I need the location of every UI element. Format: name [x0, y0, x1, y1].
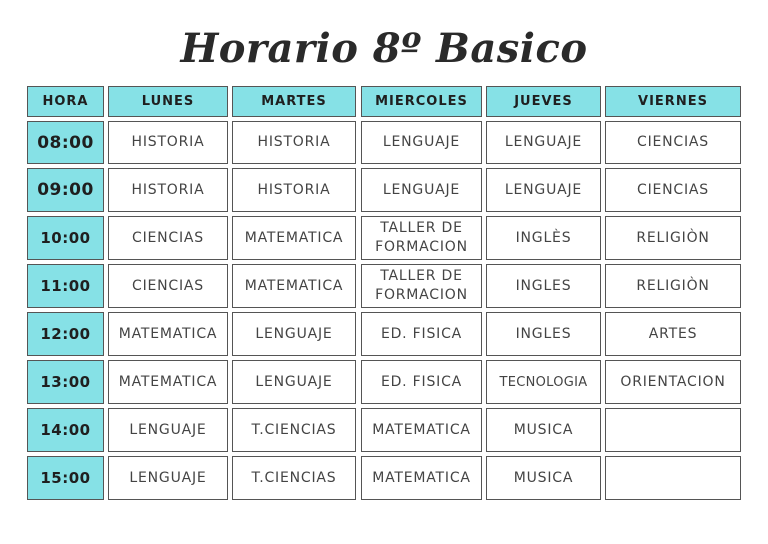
- subject-cell: T.CIENCIAS: [232, 456, 356, 500]
- subject-cell: ORIENTACION: [605, 360, 741, 404]
- time-cell: 09:00: [27, 168, 104, 212]
- subject-cell: LENGUAJE: [108, 456, 228, 500]
- header-miercoles: MIERCOLES: [361, 86, 482, 117]
- time-cell: 12:00: [27, 312, 104, 356]
- subject-cell: T.CIENCIAS: [232, 408, 356, 452]
- subject-cell: LENGUAJE: [232, 312, 356, 356]
- time-cell: 15:00: [27, 456, 104, 500]
- subject-cell: [605, 408, 741, 452]
- subject-cell: LENGUAJE: [486, 121, 601, 164]
- subject-cell: LENGUAJE: [361, 121, 482, 164]
- subject-cell: MUSICA: [486, 456, 601, 500]
- subject-cell: MATEMATICA: [232, 216, 356, 260]
- time-cell: 08:00: [27, 121, 104, 164]
- subject-cell: INGLÈS: [486, 216, 601, 260]
- subject-cell: RELIGIÒN: [605, 264, 741, 308]
- subject-cell: LENGUAJE: [232, 360, 356, 404]
- subject-cell: LENGUAJE: [361, 168, 482, 212]
- time-cell: 11:00: [27, 264, 104, 308]
- subject-cell: MATEMATICA: [108, 360, 228, 404]
- subject-cell: LENGUAJE: [108, 408, 228, 452]
- subject-cell: HISTORIA: [232, 121, 356, 164]
- header-hora: HORA: [27, 86, 104, 117]
- subject-cell: ED. FISICA: [361, 360, 482, 404]
- subject-cell: TALLER DE FORMACION: [361, 216, 482, 260]
- subject-cell: TECNOLOGIA: [486, 360, 601, 404]
- subject-cell: ARTES: [605, 312, 741, 356]
- subject-cell: TALLER DE FORMACION: [361, 264, 482, 308]
- subject-cell: CIENCIAS: [605, 168, 741, 212]
- subject-cell: MATEMATICA: [361, 456, 482, 500]
- header-viernes: VIERNES: [605, 86, 741, 117]
- subject-cell: MATEMATICA: [232, 264, 356, 308]
- subject-cell: INGLES: [486, 264, 601, 308]
- time-cell: 13:00: [27, 360, 104, 404]
- time-cell: 10:00: [27, 216, 104, 260]
- subject-cell: CIENCIAS: [108, 216, 228, 260]
- subject-cell: ED. FISICA: [361, 312, 482, 356]
- subject-cell: LENGUAJE: [486, 168, 601, 212]
- page-title: Horario 8º Basico: [180, 25, 588, 72]
- subject-cell: CIENCIAS: [108, 264, 228, 308]
- subject-cell: MATEMATICA: [108, 312, 228, 356]
- subject-cell: CIENCIAS: [605, 121, 741, 164]
- subject-cell: [605, 456, 741, 500]
- subject-cell: MUSICA: [486, 408, 601, 452]
- subject-cell: INGLES: [486, 312, 601, 356]
- subject-cell: HISTORIA: [108, 168, 228, 212]
- time-cell: 14:00: [27, 408, 104, 452]
- subject-cell: HISTORIA: [108, 121, 228, 164]
- subject-cell: HISTORIA: [232, 168, 356, 212]
- header-martes: MARTES: [232, 86, 356, 117]
- subject-cell: RELIGIÒN: [605, 216, 741, 260]
- header-jueves: JUEVES: [486, 86, 601, 117]
- header-lunes: LUNES: [108, 86, 228, 117]
- subject-cell: MATEMATICA: [361, 408, 482, 452]
